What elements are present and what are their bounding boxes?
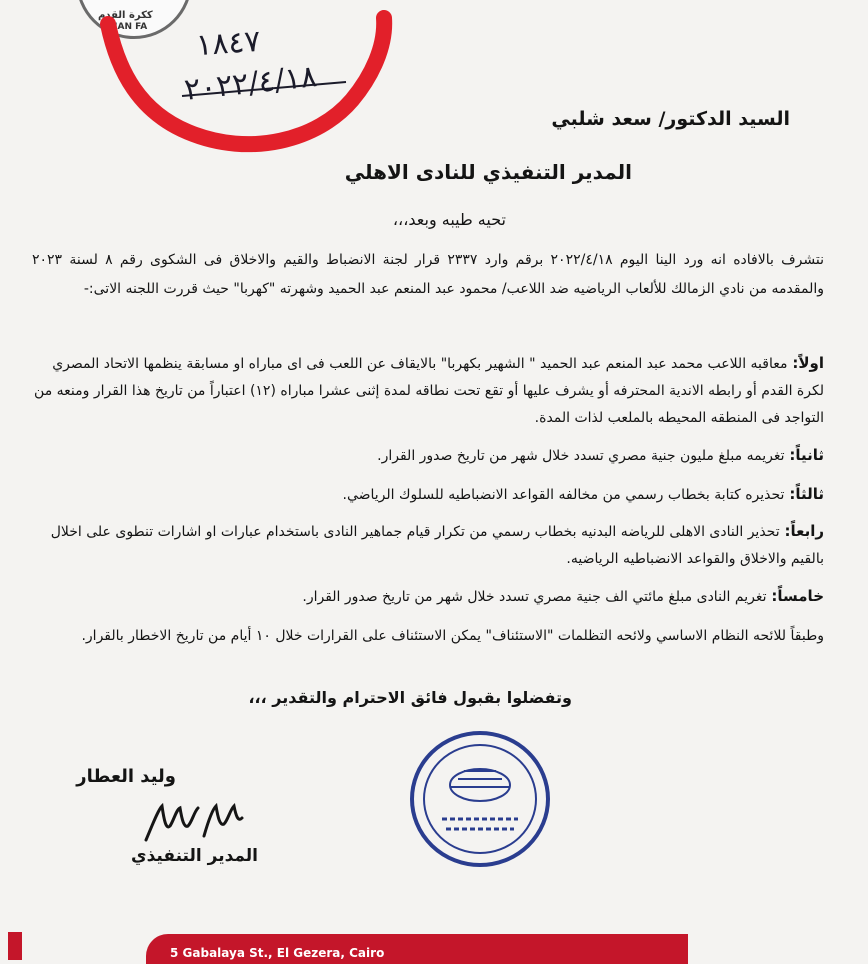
handwritten-signature: [142, 796, 252, 844]
decision-label: خامساً:: [771, 587, 824, 605]
decision-label: رابعاً:: [784, 522, 824, 540]
decision-item-1: [32, 350, 824, 432]
decision-item-2: [32, 442, 824, 470]
signer-name: وليد العطار: [76, 766, 176, 787]
greeting: تحيه طيبه وبعد،،،: [392, 210, 506, 229]
decision-label: ثالثاً:: [789, 485, 824, 503]
decision-text: تحذيره كتابة بخطاب رسمي من مخالفه القواعد الانضباطيه للسلوك الرياضي.: [342, 487, 785, 503]
red-highlight-mark: [0, 0, 420, 170]
decision-text: تغريم النادى مبلغ مائتي الف جنية مصري تسدد خلال شهر من تاريخ صدور القرار.: [302, 589, 767, 605]
letter-title: المدير التنفيذي للنادى الاهلي: [344, 160, 632, 184]
addressee: السيد الدكتور/ سعد شلبي: [551, 108, 790, 130]
footer-left-strip: [8, 932, 22, 960]
decision-item-3: [32, 481, 824, 509]
decision-item-5: [32, 583, 824, 611]
decision-label: اولاً:: [792, 354, 824, 372]
footer-address: 5 Gabalaya St., El Gezera, Cairo: [170, 946, 385, 960]
decision-item-4: [32, 518, 824, 573]
closing-line: وتفضلوا بقبول فائق الاحترام والتقدير ،،،: [248, 688, 572, 707]
decision-label: ثانياً:: [789, 446, 824, 464]
logo-subtext: TIAN FA: [108, 22, 148, 32]
decision-text: تحذير النادى الاهلى للرياضه البدنيه بخطاب رسمي من تكرار قيام جماهير النادى باستخدام عبارات او اشارات تنطوى على اخلال بالقيم والاخلاق والقواعد الانضباطيه الرياضيه.: [50, 524, 824, 567]
intro-paragraph: نتشرف بالافاده انه ورد الينا اليوم ٢٠٢٢/٤/١٨ برقم وارد ٢٣٣٧ قرار لجنة الانضباط والقيم والاخلاق فى الشكوى رقم ٨ لسنة ٢٠٢٣ والمقدمه من نادي الزمالك للألعاب الرياضيه ضد اللاعب/ محمود عبد المنعم عبد الحميد وشهرته "كهربا" حيث قررت اللجنه الاتى:-: [32, 252, 824, 297]
incoming-number: ١٨٤٧: [194, 23, 262, 64]
decision-text: تغريمه مبلغ مليون جنية مصري تسدد خلال شهر من تاريخ صدور القرار.: [377, 448, 785, 464]
signer-role: المدير التنفيذي: [131, 846, 258, 866]
logo-text: ككرة القدم: [98, 10, 153, 21]
incoming-date: ٢٠٢٢/٤/١٨: [182, 59, 319, 108]
official-stamp: [406, 727, 554, 871]
appeal-note: وطبقاً للائحه النظام الاساسي ولائحه التظلمات "الاستئناف" يمكن الاستئناف على القرارات خلال ١٠ أيام من تاريخ الاخطار بالقرار.: [81, 628, 824, 644]
decision-text: معاقبه اللاعب محمد عبد المنعم عبد الحميد " الشهير بكهربا" بالايقاف عن اللعب فى اى مباراه او مسابقة ينظمها الاتحاد المصري لكرة القدم أو رابطه الاندية المحترفه أو يشرف عليها أو تقع تحت نطاقه لمدة إثنى عشرا مباراه (١٢) اعتباراً من تاريخ هذا القرار ومنعه من التواجد فى المنطقه المحيطه بالملعب لذات المدة.: [34, 356, 824, 426]
